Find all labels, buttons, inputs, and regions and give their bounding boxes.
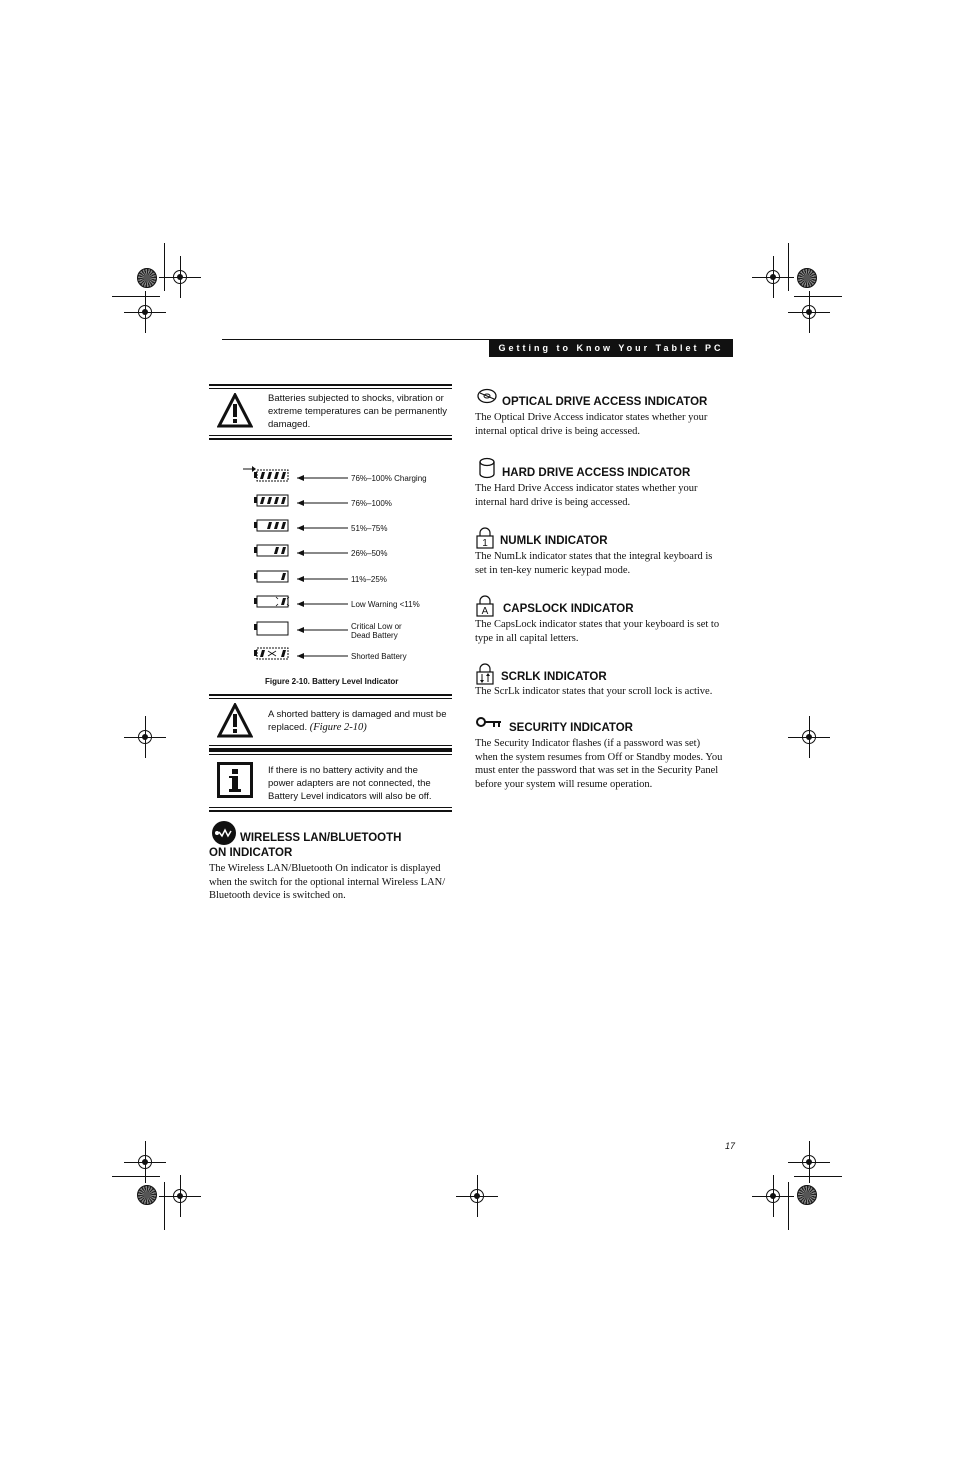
registration-crosshair (138, 730, 152, 744)
note-text: Batteries subjected to shocks, vibration or extreme temperatures can be permanently damaged. (268, 393, 448, 430)
warning-note-shock (209, 384, 452, 440)
battery-shorted-icon (240, 646, 350, 666)
note-body: A shorted battery is damaged and must be replaced. (268, 709, 447, 733)
running-header: Getting to Know Your Tablet PC (489, 340, 733, 357)
section-title-capslock: CAPSLOCK INDICATOR (503, 603, 634, 615)
registration-crosshair (138, 1155, 152, 1169)
registration-crosshair (173, 1189, 187, 1203)
warning-note-shorted (209, 694, 452, 750)
key-icon (476, 716, 502, 735)
note-text: If there is no battery activity and the power adapters are not connected, the Battery Level indicators will also be off. (268, 765, 432, 802)
battery-level-label: Critical Low or Dead Battery (351, 622, 402, 640)
registration-target (137, 268, 157, 288)
crop-line (164, 243, 165, 291)
battery-level-row (240, 646, 460, 666)
registration-crosshair (802, 305, 816, 319)
section-body-security: The Security Indicator flashes (if a password was set) when the system resumes from Off or Standby modes. You must enter the password that was set in the Security Panel before your system will resume operation. (475, 738, 723, 790)
registration-crosshair (802, 730, 816, 744)
battery-low-blinking-icon (240, 594, 350, 614)
battery-level-row (240, 468, 460, 488)
registration-target (797, 1185, 817, 1205)
crop-line (794, 1176, 842, 1177)
registration-crosshair (802, 1155, 816, 1169)
battery-half-icon (240, 543, 350, 563)
battery-quarter-icon (240, 569, 350, 589)
section-body-wireless: The Wireless LAN/Bluetooth On indicator is displayed when the switch for the optional internal Wireless LAN/ Bluetooth device is switched on. (209, 863, 446, 901)
crop-line (788, 1182, 789, 1230)
section-body-numlk: The NumLk indicator states that the integral keyboard is set in ten-key numeric keypad mode. (475, 551, 713, 576)
section-body-hard-drive: The Hard Drive Access indicator states whether your internal hard drive is being accessed. (475, 483, 698, 508)
section-body-optical: The Optical Drive Access indicator states whether your internal optical drive is being accessed. (475, 412, 708, 437)
section-title-security: SECURITY INDICATOR (509, 722, 633, 734)
section-title-wireless-line2: ON INDICATOR (209, 847, 293, 859)
battery-level-row (240, 518, 460, 538)
battery-level-label: Low Warning <11% (351, 600, 420, 609)
section-title-wireless-line1: WIRELESS LAN/BLUETOOTH (240, 832, 402, 844)
numlock-icon-glyph: 1 (482, 538, 488, 549)
registration-target (797, 268, 817, 288)
registration-target (137, 1185, 157, 1205)
crop-line (788, 243, 789, 291)
battery-three-quarter-icon (240, 518, 350, 538)
crop-line (164, 1182, 165, 1230)
crop-line (112, 1176, 160, 1177)
battery-charging-icon (240, 468, 350, 488)
info-icon (217, 762, 253, 803)
capslock-icon-glyph: A (481, 606, 489, 617)
info-note-no-activity (209, 750, 452, 812)
section-body-scrlk: The ScrLk indicator states that your scroll lock is active. (475, 686, 713, 697)
battery-empty-icon (240, 620, 350, 640)
battery-level-label: 76%–100% (351, 499, 392, 508)
battery-full-icon (240, 493, 350, 513)
crop-line (112, 296, 160, 297)
registration-crosshair (766, 270, 780, 284)
battery-level-label: 51%–75% (351, 524, 388, 533)
battery-level-label: 26%–50% (351, 549, 388, 558)
figure-reference: (Figure 2-10) (309, 722, 367, 733)
battery-level-label: 76%–100% Charging (351, 474, 427, 483)
battery-level-row (240, 493, 460, 513)
registration-crosshair (766, 1189, 780, 1203)
battery-level-row (240, 543, 460, 563)
registration-crosshair (173, 270, 187, 284)
note-text (268, 708, 450, 734)
battery-level-row (240, 569, 460, 589)
section-title-numlk: NUMLK INDICATOR (500, 535, 608, 547)
hard-drive-icon (478, 457, 496, 484)
optical-disc-icon (477, 388, 497, 409)
figure-caption: Figure 2-10. Battery Level Indicator (265, 677, 399, 686)
battery-level-row (240, 620, 460, 640)
battery-level-label: 11%–25% (351, 575, 387, 584)
registration-crosshair (138, 305, 152, 319)
battery-level-row (240, 594, 460, 614)
section-title-scrlk: SCRLK INDICATOR (501, 671, 607, 683)
page-number: 17 (725, 1141, 736, 1151)
crop-line (794, 296, 842, 297)
section-body-capslock: The CapsLock indicator states that your keyboard is set to type in all capital letters. (475, 619, 720, 644)
battery-level-label: Shorted Battery (351, 652, 407, 661)
warning-triangle-icon (217, 393, 253, 434)
section-title-optical: OPTICAL DRIVE ACCESS INDICATOR (502, 396, 708, 408)
registration-crosshair (470, 1189, 484, 1203)
warning-triangle-icon (217, 703, 253, 744)
section-title-hard-drive: HARD DRIVE ACCESS INDICATOR (502, 467, 691, 479)
